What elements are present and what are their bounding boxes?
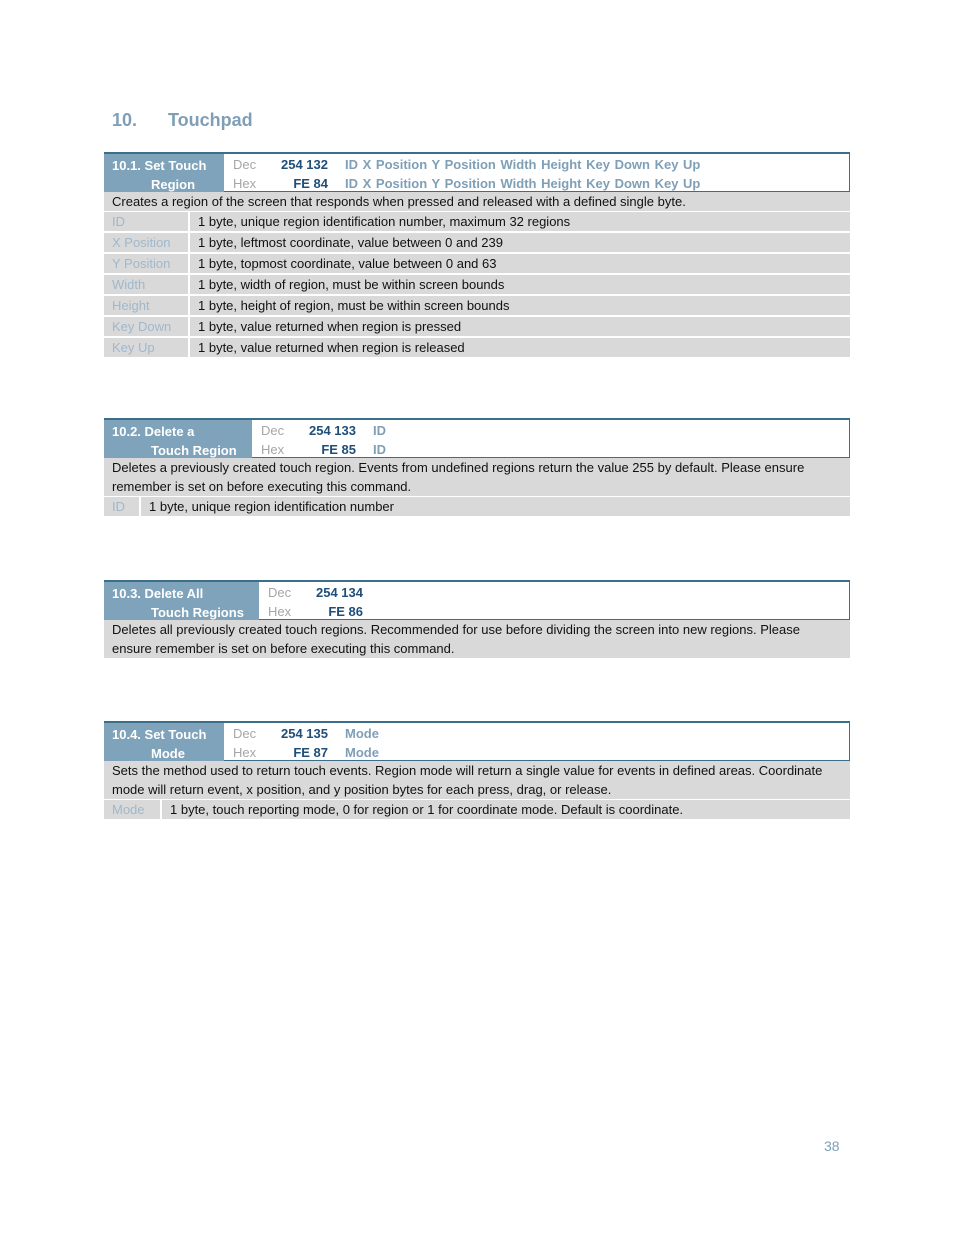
param-desc: 1 byte, leftmost coordinate, value between 0 and 239 (198, 235, 503, 250)
hex-value: FE 87 (293, 745, 328, 760)
param-name: Key Down (104, 317, 190, 336)
param-name: Height (104, 296, 190, 315)
command-title-line2: Touch Region (151, 443, 237, 458)
command-codes (224, 723, 850, 761)
param-row (104, 296, 850, 317)
command-title-line1: 10.1. Set Touch (112, 158, 207, 173)
dec-label: Dec (233, 157, 257, 172)
section-title: Touchpad (168, 110, 253, 130)
command-title-line1: 10.3. Delete All (112, 586, 204, 601)
param-name: Y Position (104, 254, 190, 273)
hex-value: FE 85 (321, 442, 356, 457)
command-title-line2: Touch Regions (151, 605, 244, 620)
section-number: 10. (112, 110, 138, 130)
page-number: 38 (824, 1138, 840, 1154)
param-list: Mode (345, 726, 379, 741)
param-list: ID X Position Y Position Width Height Key Down Key Up (345, 176, 701, 191)
param-desc: 1 byte, width of region, must be within screen bounds (198, 277, 505, 292)
command-block-delete-touch-region (104, 418, 850, 518)
command-description: Deletes all previously created touch regions. Recommended for use before dividing the screen into new regions. Please ensure remember is set on before executing this command. (104, 620, 850, 659)
command-title (104, 723, 224, 761)
param-list: Mode (345, 745, 379, 760)
hex-label: Hex (233, 176, 257, 191)
command-codes (259, 582, 850, 620)
command-codes (252, 420, 850, 458)
param-desc: 1 byte, height of region, must be within screen bounds (198, 298, 510, 313)
command-title (104, 582, 259, 620)
param-desc: 1 byte, topmost coordinate, value between 0 and 63 (198, 256, 497, 271)
dec-value: 254 134 (316, 585, 363, 600)
param-row (104, 275, 850, 296)
hex-value: FE 86 (328, 604, 363, 619)
param-list: ID X Position Y Position Width Height Key Down Key Up (345, 157, 701, 172)
command-description: Creates a region of the screen that responds when pressed and released with a defined single byte. (104, 192, 850, 212)
param-row (104, 254, 850, 275)
param-row (104, 317, 850, 338)
param-row (104, 497, 850, 518)
command-block-set-touch-region (104, 152, 850, 359)
param-desc: 1 byte, unique region identification number (149, 499, 394, 514)
param-list: ID (373, 423, 386, 438)
command-block-set-touch-mode (104, 721, 850, 821)
dec-value: 254 132 (281, 157, 328, 172)
param-name: Key Up (104, 338, 190, 357)
param-name: Mode (104, 800, 162, 819)
param-name: Width (104, 275, 190, 294)
hex-label: Hex (268, 604, 292, 619)
param-name: ID (104, 212, 190, 231)
param-row (104, 233, 850, 254)
param-desc: 1 byte, value returned when region is released (198, 340, 465, 355)
dec-value: 254 133 (309, 423, 356, 438)
command-title (104, 420, 252, 458)
param-name: ID (104, 497, 141, 516)
param-row (104, 212, 850, 233)
command-title-line2: Mode (151, 746, 185, 761)
command-title-line1: 10.2. Delete a (112, 424, 195, 439)
command-description: Sets the method used to return touch events. Region mode will return a single value for events in defined areas. Coordinate mode will return event, x position, and y position bytes for each press, drag, or release. (104, 761, 850, 800)
command-title-line1: 10.4. Set Touch (112, 727, 207, 742)
param-row (104, 800, 850, 821)
param-list: ID (373, 442, 386, 457)
param-desc: 1 byte, touch reporting mode, 0 for region or 1 for coordinate mode. Default is coordinate. (170, 802, 684, 817)
command-title-line2: Region (151, 177, 196, 192)
dec-label: Dec (261, 423, 285, 438)
param-desc: 1 byte, unique region identification number, maximum 32 regions (198, 214, 571, 229)
dec-value: 254 135 (281, 726, 328, 741)
dec-label: Dec (268, 585, 292, 600)
param-row (104, 338, 850, 359)
hex-value: FE 84 (293, 176, 328, 191)
hex-label: Hex (261, 442, 285, 457)
command-description: Deletes a previously created touch region. Events from undefined regions return the value 255 by default. Please ensure remember is set on before executing this command. (104, 458, 850, 497)
param-desc: 1 byte, value returned when region is pressed (198, 319, 462, 334)
section-heading (112, 110, 253, 131)
command-codes (224, 154, 850, 192)
param-name: X Position (104, 233, 190, 252)
dec-label: Dec (233, 726, 257, 741)
command-block-delete-all-touch-regions (104, 580, 850, 659)
command-title (104, 154, 224, 192)
hex-label: Hex (233, 745, 257, 760)
